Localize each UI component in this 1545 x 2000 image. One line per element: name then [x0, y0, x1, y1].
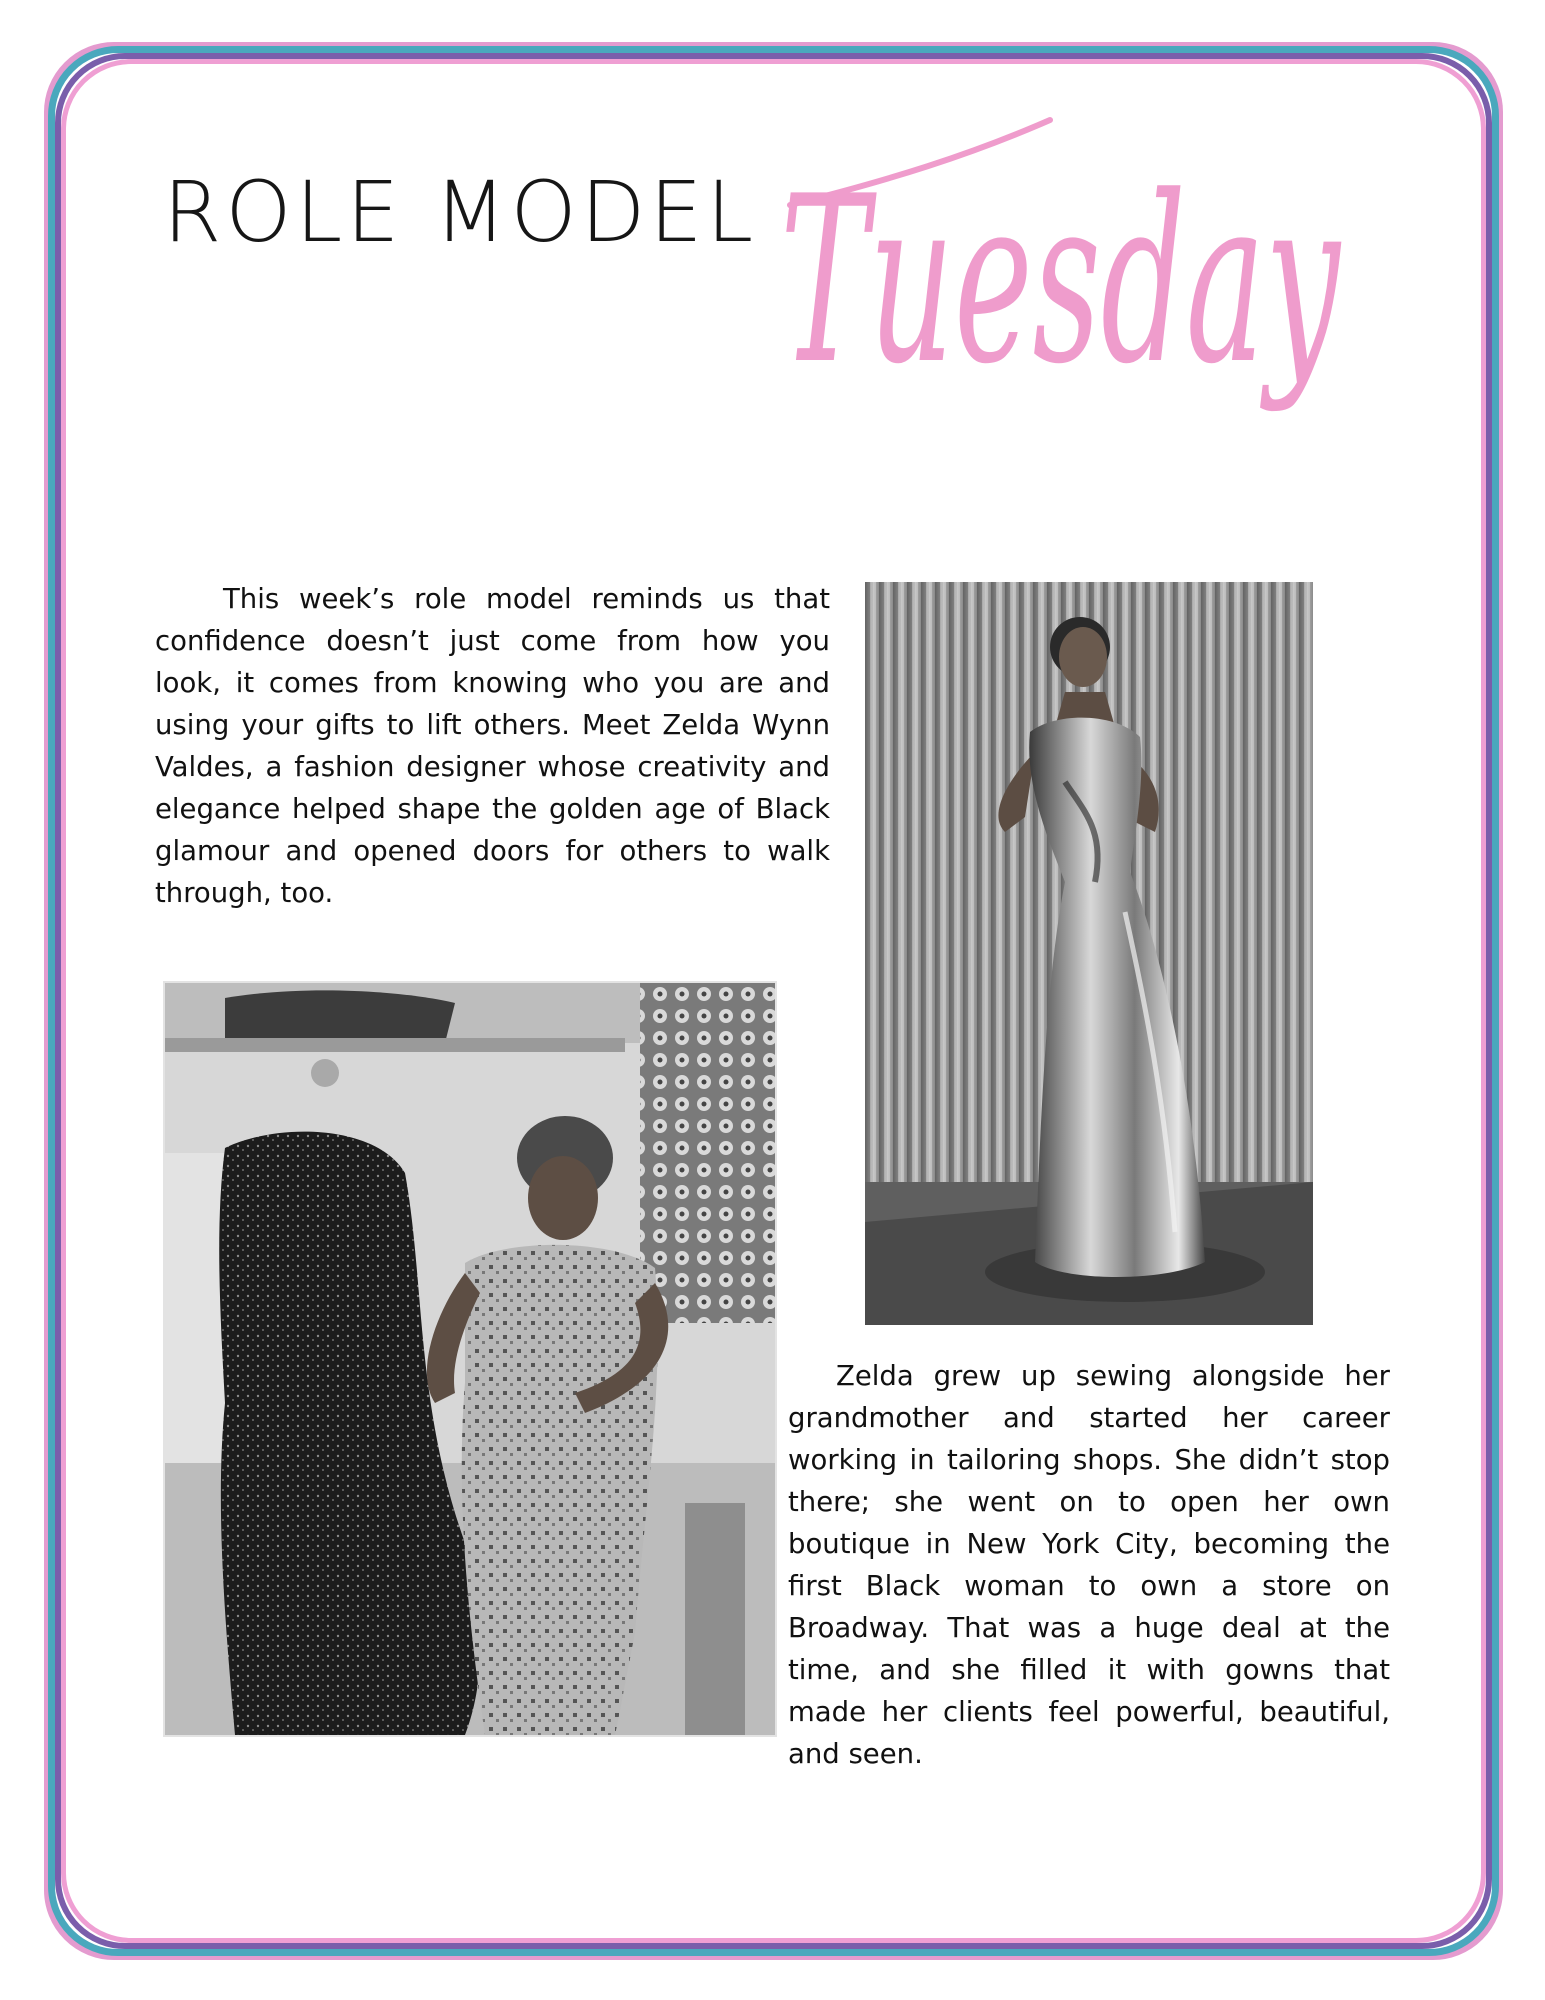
intro-paragraph: This week’s role model reminds us that confidence doesn’t just come from how you look, it comes from knowing who you are and using your gifts to lift others. Meet Zelda Wynn Valdes, a fashion designer whose creativity and elegance helped shape the golden age of Black glamour and opened doors for others to walk through, too.: [155, 583, 830, 909]
photo-designer-studio: [165, 983, 775, 1735]
page-title: ROLE MODEL: [163, 163, 758, 261]
title-script-tuesday: [770, 110, 1370, 550]
bio-paragraph: Zelda grew up sewing alongside her grandmother and started her career working in tailoring shops. She didn’t stop there; she went on to open her own boutique in New York City, becoming the first Black woman to own a store on Broadway. That was a huge deal at the time, and she filled it with gowns that made her clients feel powerful, beautiful, and seen.: [788, 1360, 1390, 1770]
title-script-text: Tuesday: [780, 148, 1342, 415]
photo-woman-in-gown: [865, 582, 1313, 1325]
